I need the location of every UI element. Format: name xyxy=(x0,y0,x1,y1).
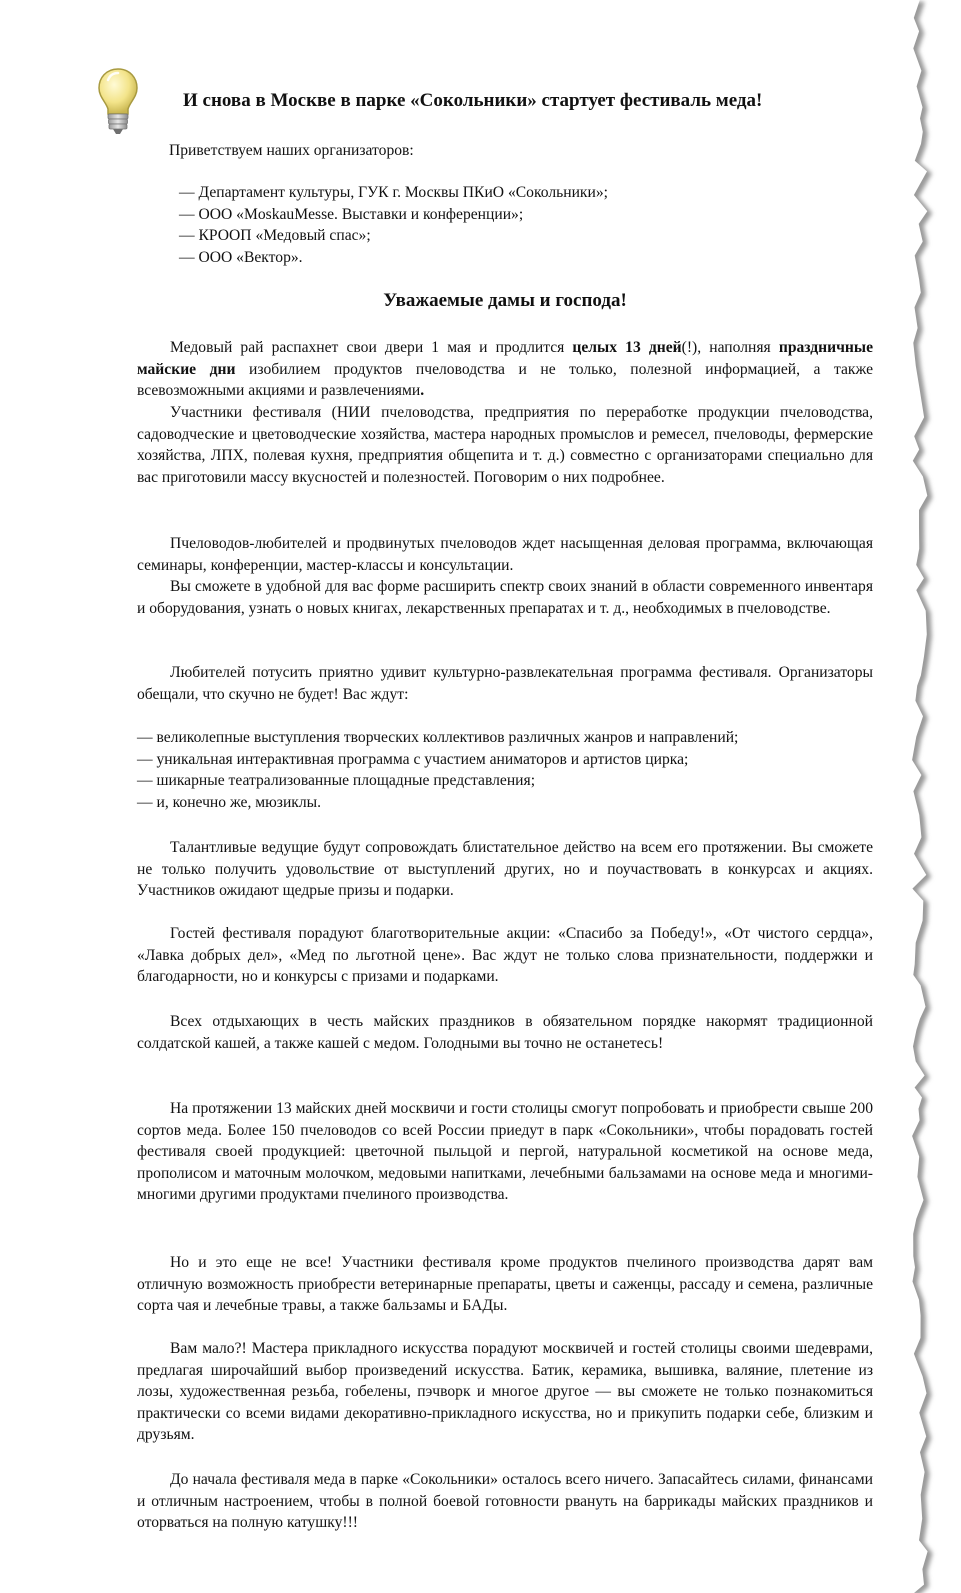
bold-days: целых 13 дней xyxy=(572,339,682,356)
paragraph-11: Вам мало?! Мастера прикладного искусства порадуют москвичей и гостей столицы своими шедеврами, предлагая широчайший выбор произведений искусства. Батик, керамика, вышивка, валяние, плетение из лозы, художественная резьба, гобелены, пэчворк и многое другое — вы сможете не только познакомиться практически со всеми видами декоративно-прикладного искусства, но и прикупить подарки себе, близким и друзьям. xyxy=(137,1340,873,1444)
document-subtitle: Уважаемые дамы и господа! xyxy=(383,290,627,311)
paragraph-3: Пчеловодов-любителей и продвинутых пчеловодов ждет насыщенная деловая программа, включающая семинары, конференции, мастер-классы и консультации. xyxy=(137,535,873,574)
bold-holidays: праздничные майские дни xyxy=(137,339,873,378)
torn-edge xyxy=(900,0,961,1593)
paragraph-10: Но и это еще не все! Участники фестиваля кроме продуктов пчелиного производства дарят вам отличную возможность приобрести ветеринарные препараты, цветы и саженцы, рассаду и семена, различные сорта чая и лечебные травы, а также бальзамы и БАДы. xyxy=(137,1254,873,1315)
paragraph-5: Любителей потусить приятно удивит культурно-развлекательная программа фестиваля. Организаторы обещали, что скучно не будет! Вас ждут: xyxy=(137,664,873,703)
program-item: — и, конечно же, мюзиклы. xyxy=(137,793,322,811)
lightbulb-icon xyxy=(96,66,140,136)
paragraph-6: Талантливые ведущие будут сопровождать блистательное действо на всем его протяжении. Вы сможете не только получить удовольствие от выступлений других, но и поучаствовать в конкурсах и акциях. Участников ожидают щедрые призы и подарки. xyxy=(137,839,873,900)
paragraph-8: Всех отдыхающих в честь майских праздников в обязательном порядке накормят традиционной солдатской кашей, а также кашей с медом. Голодными вы точно не останетесь! xyxy=(137,1013,873,1052)
program-item: — шикарные театрализованные площадные представления; xyxy=(137,772,536,790)
organizer-item: — Департамент культуры, ГУК г. Москвы ПКиО «Сокольники»; xyxy=(179,184,608,201)
greeting-text: Приветствуем наших организаторов: xyxy=(169,142,414,159)
program-list xyxy=(137,727,738,813)
paragraph-4: Вы сможете в удобной для вас форме расширить спектр своих знаний в области современного инвентаря и оборудования, узнать о новых книгах, лекарственных препаратах и т. д., необходимых в пчеловодстве. xyxy=(137,578,873,617)
paragraph-12: До начала фестиваля меда в парке «Сокольники» осталось всего ничего. Запасайтесь силами, финансами и отличным настроением, чтобы в полной боевой готовности рвануть на баррикады майских праздников и оторваться на полную катушку!!! xyxy=(137,1471,873,1532)
paragraph-1: Медовый рай распахнет свои двери 1 мая и продлится целых 13 дней(!), наполняя праздничные майские дни изобилием продуктов пчеловодства и не только, полезной информацией, а также всевозможными акциями и развлечениями. xyxy=(137,339,873,400)
document-title: И снова в Москве в парке «Сокольники» стартует фестиваль меда! xyxy=(183,90,763,111)
organizer-item: — ООО «Вектор». xyxy=(179,248,303,266)
paragraph-2: Участники фестиваля (НИИ пчеловодства, предприятия по переработке продукции пчеловодства, садоводческие и цветоводческие хозяйства, мастера народных промыслов и ремесел, пчеловоды, фермерские хозяйства, ЛПХ, полевая кухня, предприятия общепита и т. д.) совместно с организаторами специально для вас приготовили массу вкусностей и полезностей. Поговорим о них подробнее. xyxy=(137,404,873,486)
organizer-item: — ООО «MoskauMesse. Выставки и конференции»; xyxy=(179,205,524,223)
program-item: — великолепные выступления творческих коллективов различных жанров и направлений; xyxy=(137,729,739,746)
organizer-item: — КРООП «Медовый спас»; xyxy=(179,227,371,245)
organizers-list xyxy=(179,182,608,268)
paragraph-9: На протяжении 13 майских дней москвичи и гости столицы смогут попробовать и приобрести свыше 200 сортов меда. Более 150 пчеловодов со всей России приедут в парк «Сокольники», чтобы порадовать гостей фестиваля своей продукцией: цветочной пыльцой и пергой, натуральной косметикой на основе меда, прополисом и маточным молочком, медовыми напитками, лечебными бальзамами на основе меда и многими-многими другими продуктами пчелиного производства. xyxy=(137,1100,873,1204)
paragraph-7: Гостей фестиваля порадуют благотворительные акции: «Спасибо за Победу!», «От чистого сердца», «Лавка добрых дел», «Мед по льготной цене». Вас ждут не только слова признательности, поддержки и благодарности, но и конкурсы с призами и подарками. xyxy=(137,925,873,986)
program-item: — уникальная интерактивная программа с участием аниматоров и артистов цирка; xyxy=(137,750,689,768)
